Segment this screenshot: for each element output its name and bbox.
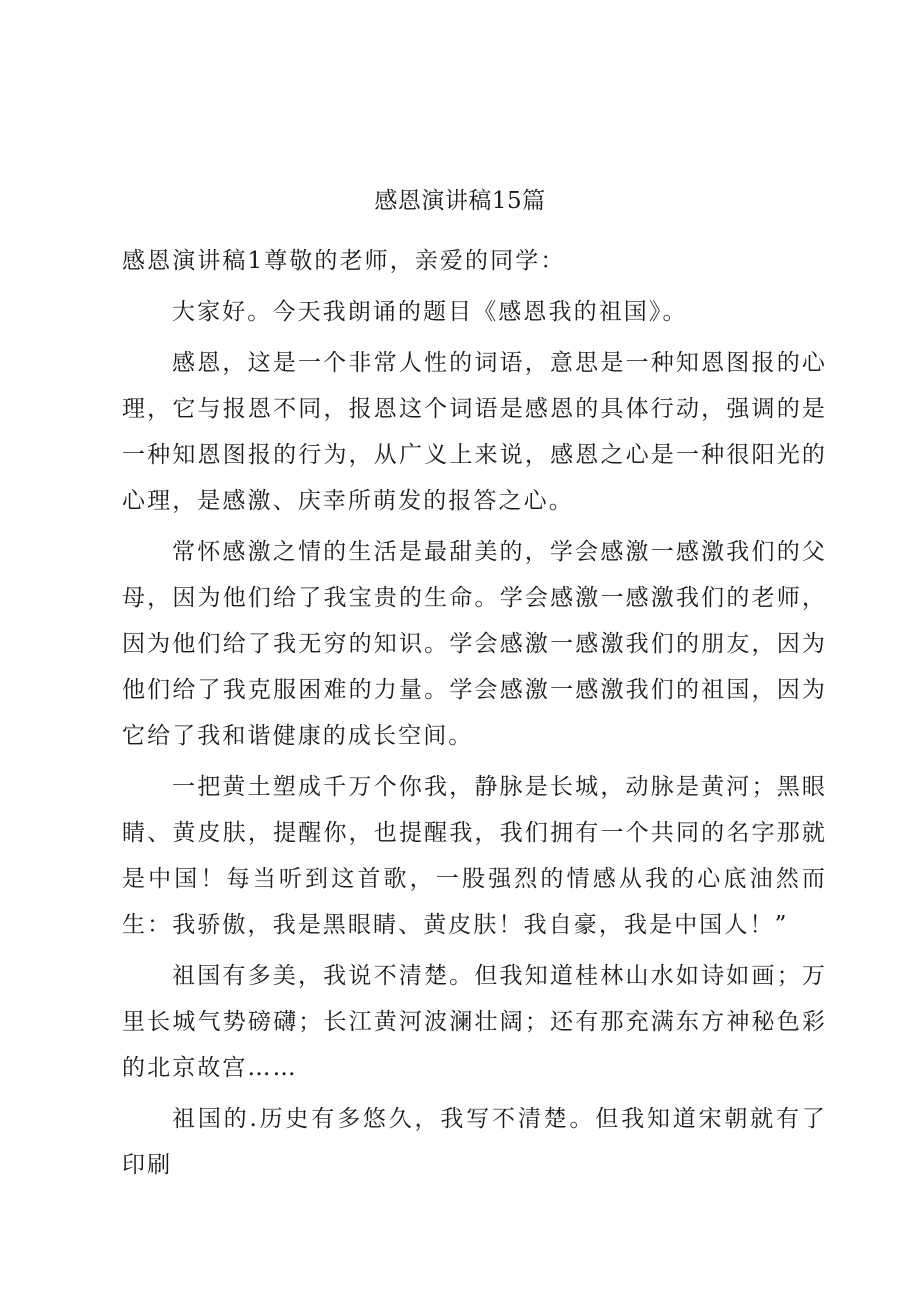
paragraph: 祖国的.历史有多悠久，我写不清楚。但我知道宋朝就有了印刷: [122, 1106, 827, 1178]
paragraph: 祖国有多美，我说不清楚。但我知道桂林山水如诗如画；万里长城气势磅礴；长江黄河波澜壮阔；还有那充满东方神秘色彩的北京故宫……: [122, 963, 827, 1081]
document-body: [122, 238, 827, 1193]
paragraph-heading: 感恩演讲稿1尊敬的老师，亲爱的同学：: [122, 248, 566, 274]
paragraph: 感恩，这是一个非常人性的词语，意思是一种知恩图报的心理，它与报恩不同，报恩这个词语是感恩的具体行动，强调的是一种知恩图报的行为，从广义上来说，感恩之心是一种很阳光的心理，是感激、庆幸所萌发的报答之心。: [122, 350, 827, 514]
paragraph: 一把黄土塑成千万个你我，静脉是长城，动脉是黄河；黑眼睛、黄皮肤，提醒你，也提醒我，我们拥有一个共同的名字那就是中国！每当听到这首歌，一股强烈的情感从我的心底油然而生：我骄傲，我是黑眼睛、黄皮肤！我自豪，我是中国人！”: [122, 774, 827, 938]
paragraph: 常怀感激之情的生活是最甜美的，学会感激一感激我们的父母，因为他们给了我宝贵的生命。学会感激一感激我们的老师，因为他们给了我无穷的知识。学会感激一感激我们的朋友，因为他们给了我克服困难的力量。学会感激一感激我们的祖国，因为它给了我和谐健康的成长空间。: [122, 539, 827, 749]
document-title: 感恩演讲稿15篇: [374, 188, 546, 214]
paragraph: 大家好。今天我朗诵的题目《感恩我的祖国》。: [172, 299, 688, 325]
